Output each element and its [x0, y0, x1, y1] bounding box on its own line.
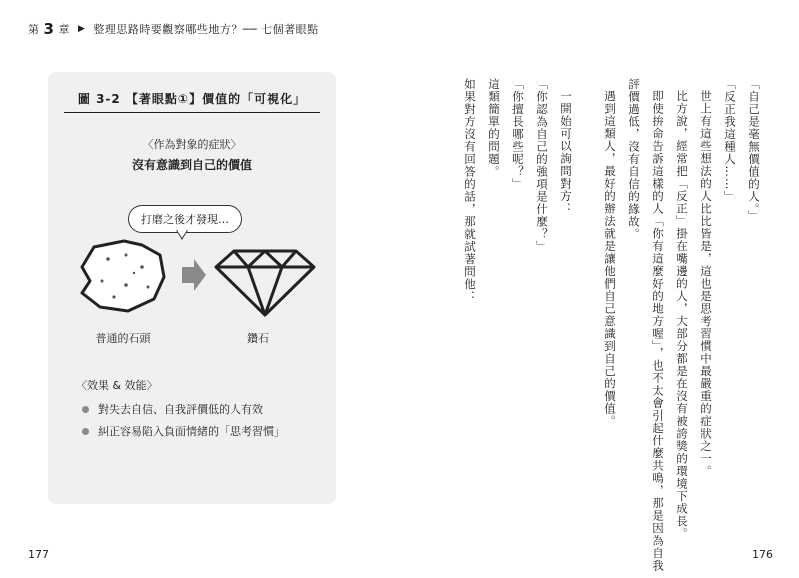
text-column: 遇到這類人，最好的辦法就是讓他們自己意識到自己的價值。	[603, 90, 617, 428]
text-column: 「你擅長哪些呢？」	[511, 78, 525, 191]
text-column: 這類簡單的問題。	[487, 78, 501, 178]
chapter-suffix: 章	[58, 23, 70, 36]
text-column: 即使拚命告訴這樣的人「你有這麼好的地方喔」，也不太會引起什麼共鳴，那是因為自我	[651, 90, 665, 572]
diamond-label: 鑽石	[247, 332, 269, 345]
effect-text: 對失去自信、自我評價低的人有效	[98, 403, 263, 416]
effects-heading: 〈效果 & 效能〉	[76, 379, 158, 392]
effects-list	[82, 398, 285, 442]
subject-text: 沒有意識到自己的價值	[131, 158, 252, 172]
chapter-prefix: 第	[28, 23, 40, 36]
text-column: 如果對方沒有回答的話，那就試著問他：	[463, 78, 477, 303]
body-text	[419, 78, 761, 572]
text-column: 一開始可以詢問對方：	[559, 90, 573, 215]
text-column: 世上有這些想法的人比比皆是，這也是思考習慣中最嚴重的症狀之一。	[699, 90, 713, 478]
arrow-right-icon	[182, 259, 206, 291]
text-column: 「自己是毫無價值的人。」	[747, 78, 761, 223]
bullet-icon	[82, 406, 89, 413]
stone-label: 普通的石頭	[95, 332, 151, 345]
stone-to-diamond-illustration	[68, 237, 318, 317]
running-header	[28, 20, 319, 38]
text-column: 「反正我這種人……」	[723, 78, 737, 203]
figure-box	[48, 72, 336, 504]
bullet-icon	[82, 428, 89, 435]
subject-label: 〈作為對象的症狀〉	[142, 138, 242, 151]
list-item	[82, 398, 285, 420]
effect-text: 糾正容易陷入負面情緒的「思考習慣」	[98, 425, 285, 438]
diamond-icon	[216, 251, 314, 315]
speech-bubble: 打磨之後才發現…	[128, 205, 242, 233]
text-column: 比方說，經常把「反正」掛在嘴邊的人，大部分都是在沒有被誇獎的環境下成長。	[675, 90, 689, 540]
chapter-title: 整理思路時要觀察哪些地方？── 七個著眼點	[93, 23, 319, 36]
stone-icon	[82, 241, 164, 311]
spacer	[571, 78, 591, 522]
list-item	[82, 420, 285, 442]
triangle-marker-icon: ▶	[77, 24, 86, 34]
page-number-right: 176	[752, 548, 773, 561]
page-number-left: 177	[28, 548, 49, 561]
figure-title-rule	[64, 112, 320, 113]
text-column: 評價過低，沒有自信的緣故。	[627, 78, 641, 241]
text-column: 「你認為自己的強項是什麼？」	[535, 78, 549, 253]
figure-title: 圖 3-2 【著眼點①】價值的「可視化」	[77, 92, 307, 106]
chapter-number: 3	[43, 20, 55, 38]
